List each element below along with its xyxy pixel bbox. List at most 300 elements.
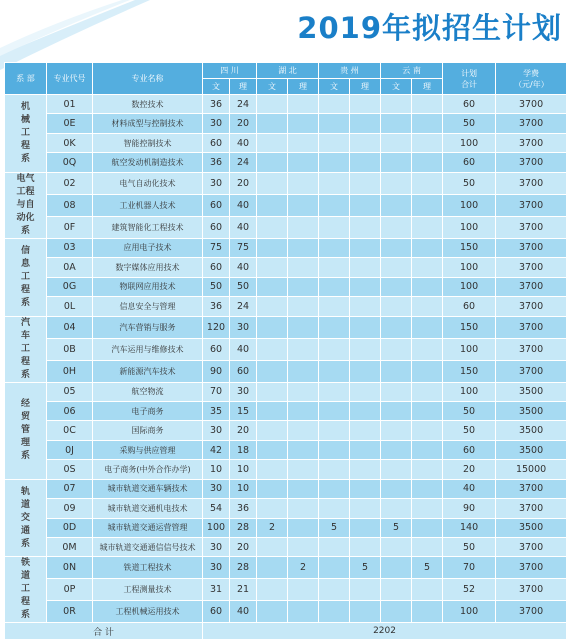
major-code: 0Q xyxy=(47,153,93,172)
yunnan-arts xyxy=(381,258,412,277)
major-name: 工业机器人技术 xyxy=(93,194,203,216)
sichuan-arts: 50 xyxy=(203,277,230,296)
sichuan-science: 30 xyxy=(230,382,257,401)
yunnan-science xyxy=(412,95,443,114)
major-code: 0L xyxy=(47,297,93,316)
guizhou-arts xyxy=(319,258,350,277)
sichuan-science: 40 xyxy=(230,601,257,623)
tuition: 3700 xyxy=(496,277,567,296)
yunnan-arts xyxy=(381,460,412,479)
yunnan-science xyxy=(412,421,443,440)
major-code: 0C xyxy=(47,421,93,440)
table-row xyxy=(5,460,567,479)
header-code: 专业代号 xyxy=(47,63,93,95)
guizhou-arts xyxy=(319,194,350,216)
plan-total: 100 xyxy=(443,338,496,360)
hubei-arts xyxy=(257,258,288,277)
plan-total: 100 xyxy=(443,258,496,277)
major-name: 建筑智能化工程技术 xyxy=(93,216,203,238)
hubei-arts xyxy=(257,479,288,498)
sichuan-science: 50 xyxy=(230,277,257,296)
yunnan-science xyxy=(412,338,443,360)
yunnan-science xyxy=(412,238,443,257)
header-plan-total xyxy=(443,63,496,95)
guizhou-arts xyxy=(319,216,350,238)
sichuan-science: 75 xyxy=(230,238,257,257)
plan-total: 50 xyxy=(443,172,496,194)
major-code: 0B xyxy=(47,338,93,360)
sichuan-science: 40 xyxy=(230,216,257,238)
hubei-science xyxy=(288,258,319,277)
sichuan-arts: 36 xyxy=(203,297,230,316)
guizhou-arts xyxy=(319,277,350,296)
hubei-arts xyxy=(257,153,288,172)
table-row xyxy=(5,601,567,623)
guizhou-science xyxy=(350,194,381,216)
major-code: 04 xyxy=(47,316,93,338)
sichuan-science: 10 xyxy=(230,460,257,479)
hubei-arts xyxy=(257,297,288,316)
header-science: 理 xyxy=(412,79,443,95)
sichuan-science: 10 xyxy=(230,479,257,498)
hubei-arts xyxy=(257,557,288,579)
tuition: 3700 xyxy=(496,297,567,316)
plan-total: 100 xyxy=(443,277,496,296)
hubei-arts xyxy=(257,194,288,216)
department-name: 铁道工程系 xyxy=(20,558,30,621)
department-cell xyxy=(5,172,47,238)
yunnan-science xyxy=(412,538,443,557)
guizhou-science xyxy=(350,297,381,316)
page-title: 2019年拟招生计划 xyxy=(297,11,562,45)
sichuan-science: 40 xyxy=(230,258,257,277)
major-name: 电子商务(中外合作办学) xyxy=(93,460,203,479)
header-science: 理 xyxy=(230,79,257,95)
major-name: 铁道工程技术 xyxy=(93,557,203,579)
guizhou-arts xyxy=(319,421,350,440)
sichuan-arts: 30 xyxy=(203,538,230,557)
yunnan-science xyxy=(412,579,443,601)
guizhou-arts xyxy=(319,382,350,401)
yunnan-science xyxy=(412,216,443,238)
sichuan-arts: 60 xyxy=(203,133,230,152)
table-row xyxy=(5,95,567,114)
major-code: 03 xyxy=(47,238,93,257)
plan-total: 20 xyxy=(443,460,496,479)
sichuan-science: 20 xyxy=(230,114,257,133)
plan-total: 100 xyxy=(443,133,496,152)
major-code: 05 xyxy=(47,382,93,401)
yunnan-science xyxy=(412,401,443,420)
table-row xyxy=(5,172,567,194)
tuition: 15000 xyxy=(496,460,567,479)
guizhou-science xyxy=(350,601,381,623)
yunnan-science xyxy=(412,133,443,152)
guizhou-science xyxy=(350,216,381,238)
yunnan-arts xyxy=(381,172,412,194)
table-footer xyxy=(5,623,567,640)
tuition: 3700 xyxy=(496,557,567,579)
sichuan-science: 18 xyxy=(230,440,257,459)
guizhou-science xyxy=(350,277,381,296)
sichuan-science: 20 xyxy=(230,172,257,194)
guizhou-science xyxy=(350,114,381,133)
guizhou-science xyxy=(350,518,381,537)
hubei-science xyxy=(288,518,319,537)
table-row xyxy=(5,133,567,152)
sichuan-arts: 35 xyxy=(203,401,230,420)
table-row xyxy=(5,499,567,518)
plan-total: 40 xyxy=(443,479,496,498)
major-code: 02 xyxy=(47,172,93,194)
hubei-arts xyxy=(257,579,288,601)
plan-total: 100 xyxy=(443,194,496,216)
yunnan-science xyxy=(412,114,443,133)
sichuan-science: 15 xyxy=(230,401,257,420)
guizhou-arts xyxy=(319,360,350,382)
department-cell xyxy=(5,382,47,479)
guizhou-arts xyxy=(319,114,350,133)
tuition: 3700 xyxy=(496,194,567,216)
tuition: 3700 xyxy=(496,133,567,152)
major-name: 城市轨道交通机电技术 xyxy=(93,499,203,518)
header-arts: 文 xyxy=(319,79,350,95)
hubei-arts xyxy=(257,401,288,420)
yunnan-arts xyxy=(381,579,412,601)
plan-total: 50 xyxy=(443,421,496,440)
yunnan-science xyxy=(412,440,443,459)
sichuan-arts: 90 xyxy=(203,360,230,382)
sichuan-arts: 100 xyxy=(203,518,230,537)
tuition: 3700 xyxy=(496,499,567,518)
tuition: 3700 xyxy=(496,601,567,623)
guizhou-arts xyxy=(319,338,350,360)
guizhou-arts xyxy=(319,479,350,498)
plan-total: 60 xyxy=(443,153,496,172)
hubei-arts xyxy=(257,499,288,518)
hubei-science xyxy=(288,382,319,401)
yunnan-arts xyxy=(381,601,412,623)
header-province-yunnan: 云 南 xyxy=(381,63,443,79)
guizhou-science xyxy=(350,382,381,401)
hubei-science xyxy=(288,479,319,498)
guizhou-arts: 5 xyxy=(319,518,350,537)
major-name: 国际商务 xyxy=(93,421,203,440)
guizhou-arts xyxy=(319,499,350,518)
tuition: 3500 xyxy=(496,518,567,537)
guizhou-science xyxy=(350,479,381,498)
major-name: 材料成型与控制技术 xyxy=(93,114,203,133)
hubei-science xyxy=(288,194,319,216)
yunnan-arts xyxy=(381,316,412,338)
sichuan-arts: 31 xyxy=(203,579,230,601)
major-code: 08 xyxy=(47,194,93,216)
hubei-science xyxy=(288,460,319,479)
guizhou-arts xyxy=(319,579,350,601)
table-row xyxy=(5,440,567,459)
yunnan-arts xyxy=(381,360,412,382)
hubei-science xyxy=(288,401,319,420)
major-code: 0D xyxy=(47,518,93,537)
hubei-science xyxy=(288,277,319,296)
yunnan-arts xyxy=(381,153,412,172)
department-cell xyxy=(5,316,47,382)
hubei-arts xyxy=(257,114,288,133)
sichuan-science: 24 xyxy=(230,297,257,316)
plan-total: 100 xyxy=(443,216,496,238)
yunnan-arts: 5 xyxy=(381,518,412,537)
enrollment-plan-table xyxy=(4,62,567,640)
sichuan-arts: 60 xyxy=(203,258,230,277)
guizhou-science xyxy=(350,499,381,518)
sichuan-arts: 75 xyxy=(203,238,230,257)
department-cell xyxy=(5,95,47,173)
table-row xyxy=(5,258,567,277)
tuition: 3500 xyxy=(496,421,567,440)
table-row xyxy=(5,297,567,316)
guizhou-arts xyxy=(319,238,350,257)
hubei-science xyxy=(288,316,319,338)
guizhou-arts xyxy=(319,95,350,114)
yunnan-arts xyxy=(381,194,412,216)
table-row xyxy=(5,538,567,557)
major-name: 城市轨道交通通信信号技术 xyxy=(93,538,203,557)
tuition: 3700 xyxy=(496,153,567,172)
major-name: 电子商务 xyxy=(93,401,203,420)
guizhou-science xyxy=(350,460,381,479)
header-science: 理 xyxy=(288,79,319,95)
yunnan-science xyxy=(412,518,443,537)
plan-total: 100 xyxy=(443,601,496,623)
plan-total: 52 xyxy=(443,579,496,601)
guizhou-science xyxy=(350,440,381,459)
hubei-science xyxy=(288,216,319,238)
department-name: 经贸管理系 xyxy=(20,399,30,462)
sichuan-arts: 70 xyxy=(203,382,230,401)
plan-total: 70 xyxy=(443,557,496,579)
yunnan-science xyxy=(412,172,443,194)
table-row xyxy=(5,316,567,338)
tuition: 3500 xyxy=(496,401,567,420)
hubei-arts xyxy=(257,382,288,401)
major-name: 汽车运用与维修技术 xyxy=(93,338,203,360)
hubei-science xyxy=(288,297,319,316)
plan-total: 50 xyxy=(443,401,496,420)
hubei-arts xyxy=(257,360,288,382)
table-header xyxy=(5,63,567,95)
header-arts: 文 xyxy=(381,79,412,95)
table-row xyxy=(5,579,567,601)
major-name: 汽车营销与服务 xyxy=(93,316,203,338)
yunnan-science: 5 xyxy=(412,557,443,579)
plan-total: 50 xyxy=(443,114,496,133)
sichuan-science: 24 xyxy=(230,153,257,172)
hubei-science xyxy=(288,601,319,623)
major-name: 新能源汽车技术 xyxy=(93,360,203,382)
table-row xyxy=(5,479,567,498)
plan-total: 60 xyxy=(443,95,496,114)
yunnan-arts xyxy=(381,338,412,360)
hubei-arts xyxy=(257,316,288,338)
major-name: 工程机械运用技术 xyxy=(93,601,203,623)
major-code: 09 xyxy=(47,499,93,518)
tuition: 3700 xyxy=(496,479,567,498)
department-name: 信息工程系 xyxy=(20,245,30,308)
sichuan-science: 28 xyxy=(230,518,257,537)
header-plan-total-text: 计划合计 xyxy=(461,68,478,89)
guizhou-science xyxy=(350,172,381,194)
yunnan-science xyxy=(412,277,443,296)
tuition: 3500 xyxy=(496,440,567,459)
hubei-science xyxy=(288,538,319,557)
yunnan-science xyxy=(412,194,443,216)
yunnan-arts xyxy=(381,238,412,257)
guizhou-science xyxy=(350,538,381,557)
yunnan-arts xyxy=(381,297,412,316)
sichuan-arts: 60 xyxy=(203,216,230,238)
tuition: 3700 xyxy=(496,172,567,194)
sichuan-arts: 120 xyxy=(203,316,230,338)
sichuan-arts: 36 xyxy=(203,153,230,172)
yunnan-science xyxy=(412,499,443,518)
guizhou-science xyxy=(350,258,381,277)
hubei-arts xyxy=(257,277,288,296)
table-row xyxy=(5,194,567,216)
tuition: 3700 xyxy=(496,316,567,338)
major-code: 0J xyxy=(47,440,93,459)
major-name: 城市轨道交通车辆技术 xyxy=(93,479,203,498)
guizhou-arts xyxy=(319,460,350,479)
hubei-arts xyxy=(257,338,288,360)
hubei-science xyxy=(288,153,319,172)
major-code: 0K xyxy=(47,133,93,152)
major-code: 0G xyxy=(47,277,93,296)
sichuan-science: 40 xyxy=(230,338,257,360)
yunnan-science xyxy=(412,382,443,401)
yunnan-arts xyxy=(381,114,412,133)
department-cell xyxy=(5,479,47,557)
hubei-arts: 2 xyxy=(257,518,288,537)
guizhou-arts xyxy=(319,401,350,420)
yunnan-arts xyxy=(381,479,412,498)
sichuan-arts: 30 xyxy=(203,114,230,133)
tuition: 3700 xyxy=(496,360,567,382)
sichuan-science: 28 xyxy=(230,557,257,579)
footer-total-label: 合 计 xyxy=(5,623,203,640)
tuition: 3700 xyxy=(496,238,567,257)
sichuan-science: 36 xyxy=(230,499,257,518)
guizhou-science xyxy=(350,579,381,601)
guizhou-science xyxy=(350,421,381,440)
yunnan-arts xyxy=(381,382,412,401)
hubei-science xyxy=(288,440,319,459)
major-name: 航空发动机制造技术 xyxy=(93,153,203,172)
hubei-arts xyxy=(257,460,288,479)
hubei-science xyxy=(288,421,319,440)
header-tuition-text: 学费（元/年） xyxy=(514,68,549,89)
major-code: 0M xyxy=(47,538,93,557)
major-code: 0H xyxy=(47,360,93,382)
header-tuition xyxy=(496,63,567,95)
sichuan-science: 21 xyxy=(230,579,257,601)
sichuan-arts: 54 xyxy=(203,499,230,518)
yunnan-arts xyxy=(381,277,412,296)
guizhou-science xyxy=(350,401,381,420)
hubei-science xyxy=(288,338,319,360)
yunnan-science xyxy=(412,460,443,479)
yunnan-arts xyxy=(381,133,412,152)
hubei-arts xyxy=(257,95,288,114)
table-row xyxy=(5,338,567,360)
hubei-arts xyxy=(257,172,288,194)
plan-total: 60 xyxy=(443,297,496,316)
plan-total: 150 xyxy=(443,360,496,382)
hubei-science xyxy=(288,172,319,194)
plan-total: 150 xyxy=(443,238,496,257)
plan-total: 140 xyxy=(443,518,496,537)
sichuan-science: 20 xyxy=(230,538,257,557)
yunnan-science xyxy=(412,601,443,623)
header-province-guizhou: 贵 州 xyxy=(319,63,381,79)
department-name: 机械工程系 xyxy=(20,101,30,164)
plan-total: 90 xyxy=(443,499,496,518)
hubei-science xyxy=(288,95,319,114)
guizhou-arts xyxy=(319,440,350,459)
major-code: 0E xyxy=(47,114,93,133)
hubei-arts xyxy=(257,238,288,257)
yunnan-arts xyxy=(381,95,412,114)
guizhou-arts xyxy=(319,557,350,579)
guizhou-science xyxy=(350,360,381,382)
sichuan-science: 20 xyxy=(230,421,257,440)
major-name: 电气自动化技术 xyxy=(93,172,203,194)
yunnan-arts xyxy=(381,401,412,420)
major-name: 城市轨道交通运营管理 xyxy=(93,518,203,537)
department-name: 轨道交通系 xyxy=(20,486,30,549)
yunnan-science xyxy=(412,316,443,338)
yunnan-science xyxy=(412,479,443,498)
hubei-arts xyxy=(257,216,288,238)
hubei-science xyxy=(288,499,319,518)
major-name: 数字媒体应用技术 xyxy=(93,258,203,277)
table-row xyxy=(5,153,567,172)
hubei-arts xyxy=(257,133,288,152)
yunnan-arts xyxy=(381,216,412,238)
table-row xyxy=(5,382,567,401)
major-code: 0P xyxy=(47,579,93,601)
header-arts: 文 xyxy=(203,79,230,95)
guizhou-science xyxy=(350,153,381,172)
hubei-arts xyxy=(257,538,288,557)
table-row xyxy=(5,277,567,296)
yunnan-arts xyxy=(381,557,412,579)
sichuan-arts: 30 xyxy=(203,172,230,194)
guizhou-science xyxy=(350,133,381,152)
sichuan-arts: 10 xyxy=(203,460,230,479)
sichuan-arts: 60 xyxy=(203,601,230,623)
yunnan-science xyxy=(412,297,443,316)
guizhou-arts xyxy=(319,172,350,194)
tuition: 3700 xyxy=(496,95,567,114)
yunnan-arts xyxy=(381,538,412,557)
header-arts: 文 xyxy=(257,79,288,95)
plan-total: 100 xyxy=(443,382,496,401)
footer-total-value: 2202 xyxy=(203,623,567,640)
table-row xyxy=(5,557,567,579)
hubei-science xyxy=(288,114,319,133)
major-name: 航空物流 xyxy=(93,382,203,401)
hubei-science xyxy=(288,133,319,152)
